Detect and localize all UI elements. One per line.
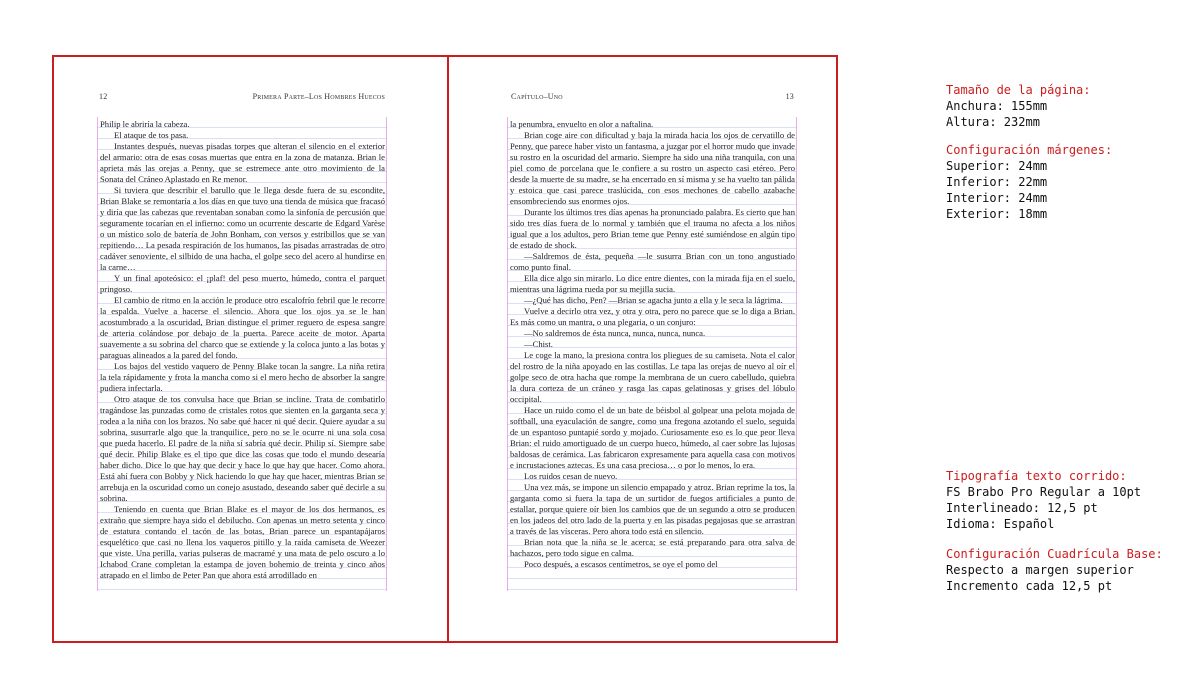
right-running-head: Capítulo–Uno	[511, 92, 563, 101]
paragraph: Los ruidos cesan de nuevo.	[524, 471, 618, 481]
paragraph: la penumbra, envuelto en olor a naftalina.	[510, 119, 654, 129]
paragraph: Ella dice algo sin mirarlo. Lo dice entre dientes, con la mirada fija en el suelo, mientras una lágrima rueda por su mejilla sucia.	[510, 273, 795, 294]
spec-line: Altura: 232mm	[946, 115, 1040, 129]
spec-line: Interlineado: 12,5 pt	[946, 501, 1098, 515]
right-page	[447, 57, 840, 641]
book-spread	[52, 55, 838, 643]
page-size-spec	[946, 82, 1186, 130]
paragraph: Y un final apoteósico: el ¡plaf! del peso muerto, húmedo, contra el parquet pringoso.	[100, 273, 385, 294]
paragraph: —Chist.	[524, 339, 553, 349]
paragraph: Instantes después, nuevas pisadas torpes que alteran el silencio en el exterior del armario: otra de esas cosas muertas que entra en la zona de matanza. Brian le aprieta más las orejas a Penny, que se estremece ante otro movimiento de la Sonata del Cráneo Aplastado en Re menor.	[100, 141, 385, 184]
right-text-block	[507, 117, 797, 591]
paragraph: Una vez más, se impone un silencio empapado y atroz. Brian reprime la tos, la garganta como si fuera la tapa de un surtidor de fuegos artificiales a punto de estallar, porque quiere oír bien los cambios que de un segundo a otro se producen en los jadeos del otro lado de la puerta y en las pisadas pegajosas que se arrastran a través de las vísceras. Pero ahora todo está en silencio.	[510, 482, 795, 536]
paragraph: Poco después, a escasos centímetros, se oye el pomo del	[524, 559, 718, 569]
spec-line: Anchura: 155mm	[946, 99, 1048, 113]
spec-title: Tamaño de la página:	[946, 83, 1091, 97]
paragraph: —No saldremos de ésta nunca, nunca, nunca, nunca.	[524, 328, 706, 338]
spec-line: Inferior: 22mm	[946, 175, 1048, 189]
paragraph: Otro ataque de tos convulsa hace que Brian se incline. Trata de combatirlo tragándose las punzadas como de cristales rotos que sienten en la garganta seca y rodea a la niña con los brazos. No sabe qué hacer ni qué decir. Quiere ayudar a su sobrina, susurrarle algo que la tranquilice, pero no se le ocurre ni una sola cosa que pueda hacerlo. El padre de la niña sí sabría qué decir. Philip sí. Siempre sabe qué decir. Philip Blake es el tipo que dice las cosas que todo el mundo desearía haber dicho. Dice lo que hay que decir y hace lo que hay que hacer. Como ahora. Está ahí fuera con Bobby y Nick haciendo lo que hay que hacer, mientras Brian se arrebuja en la oscuridad como un conejo asustado, deseando saber qué decirle a su sobrina.	[100, 394, 385, 503]
left-text	[98, 117, 386, 581]
paragraph: El ataque de tos pasa.	[114, 130, 189, 140]
right-text	[508, 117, 796, 570]
spec-line: FS Brabo Pro Regular a 10pt	[946, 485, 1142, 499]
left-running-head: Primera Parte–Los Hombres Huecos	[252, 92, 385, 101]
paragraph: Brian coge aire con dificultad y baja la mirada hacia los ojos de cervatillo de Penny, que parece haber visto un fantasma, a juzgar por el horror mudo que invade su rostro en la oscuridad del armario. Siempre ha sido una niña tranquila, con una piel como de porcelana que le confiere a su rostro un aspecto casi etéreo. Pero desde la muerte de su madre, se ha encerrado en sí misma y se ha vuelto tan pálida y estoica que casi parece traslúcida, con esos mechones de cabello azabache ensombreciendo sus enormes ojos.	[510, 130, 795, 206]
paragraph: —Saldremos de ésta, pequeña —le susurra Brian con un tono angustiado como punto final.	[510, 251, 795, 272]
paragraph: Brian nota que la niña se le acerca; se está preparando para otra salva de hachazos, pero todo sigue en calma.	[510, 537, 795, 558]
left-folio: 12	[99, 92, 108, 101]
spec-panel	[946, 82, 1186, 593]
baseline-grid-spec	[946, 546, 1186, 594]
spec-line: Respecto a margen superior	[946, 563, 1134, 577]
paragraph: Philip le abriría la cabeza.	[100, 119, 190, 129]
paragraph: —¿Qué has dicho, Pen? —Brian se agacha junto a ella y le seca la lágrima.	[524, 295, 783, 305]
right-folio: 13	[785, 92, 794, 101]
paragraph: Durante los últimos tres días apenas ha pronunciado palabra. Es cierto que han sido tres días fuera de lo normal y también que el trauma no afecta a los niños igual que a los adultos, pero Brian teme que Penny esté sumiéndose en algún tipo de estado de shock.	[510, 207, 795, 250]
paragraph: Le coge la mano, la presiona contra los pliegues de su camiseta. Nota el calor del rostro de la niña apoyado en las costillas. Le tapa las orejas de nuevo al oír el golpe seco de otra hacha que rompe la membrana de un cuero cabelludo, quiebra la dura corteza de un cráneo y rasga las capas gelatinosas y grises del lóbulo occipital.	[510, 350, 795, 404]
left-page	[54, 57, 445, 641]
spec-title: Tipografía texto corrido:	[946, 469, 1127, 483]
paragraph: Hace un ruido como el de un bate de béisbol al golpear una pelota mojada de softball, una eyaculación de sangre, como una fregona azotando el suelo, seguida de un espantoso puntapié sordo y mojado. Curiosamente eso es lo que peor lleva Brian: el ruido amortiguado de un cuerpo hueco, húmedo, al caer sobre las lujosas baldosas de cerámica. Las fabricaron expresamente para aquella casa con motivos e incrustaciones aztecas. Es una casa preciosa… o por lo menos, lo era.	[510, 405, 795, 470]
margins-spec	[946, 142, 1186, 222]
typography-spec	[946, 468, 1186, 532]
paragraph: Teniendo en cuenta que Brian Blake es el mayor de los dos hermanos, es extraño que siempre haya sido el debilucho. Con apenas un metro setenta y cinco de estatura contando el tacón de las botas, Brian parece un espantapájaros esquelético que casi no llena los vaqueros pitillo y la raída camiseta de Weezer que viste. Una perilla, varias pulseras de macramé y una mata de pelo oscuro a lo Ichabod Crane completan la estampa de joven bohemio de treinta y cinco años atrapado en el limbo de Peter Pan que ahora está arrodillado en	[100, 504, 385, 580]
spec-line: Idioma: Español	[946, 517, 1055, 531]
paragraph: Los bajos del vestido vaquero de Penny Blake tocan la sangre. La niña retira la tela rápidamente y frota la mancha como si el mero hecho de absorber la sangre pudiera infectarla.	[100, 361, 385, 393]
spec-line: Interior: 24mm	[946, 191, 1048, 205]
spec-title: Configuración Cuadrícula Base:	[946, 547, 1163, 561]
spec-line: Exterior: 18mm	[946, 207, 1048, 221]
spec-line: Incremento cada 12,5 pt	[946, 579, 1113, 593]
paragraph: Vuelve a decirlo otra vez, y otra y otra, pero no parece que se lo diga a Brian. Es más como un mantra, o una plegaria, o un conjuro:	[510, 306, 795, 327]
spec-line: Superior: 24mm	[946, 159, 1048, 173]
left-text-block	[97, 117, 387, 591]
spec-title: Configuración márgenes:	[946, 143, 1113, 157]
paragraph: El cambio de ritmo en la acción le produce otro escalofrío febril que le recorre la espalda. Vuelve a hacerse el silencio. Ahora que los ojos ya se le han acostumbrado a la oscuridad, Brian distingue el primer reguero de espesa sangre de arteria colándose por debajo de la puerta. Parece aceite de motor. Aparta suavemente a su sobrina del charco que se extiende y la coloca junto a las botas y paraguas alineados a la pared del fondo.	[100, 295, 385, 360]
paragraph: Si tuviera que describir el barullo que le llega desde fuera de su escondite, Brian Blake se remontaría a los días en que tuvo una tienda de música que fracasó y diría que las cabezas que reventaban sonaban como la sinfonía de percusión que seguramente tocarían en el infierno: como un ocurrente descarte de Edgard Varèse o un místico solo de batería de John Bonham, con versos y estribillos que se van repitiendo… La pesada respiración de los humanos, las pisadas arrastradas de otro cadáver senoviente, el silbido de una hacha, el golpe seco del acero al hundirse en la carne…	[100, 185, 385, 272]
